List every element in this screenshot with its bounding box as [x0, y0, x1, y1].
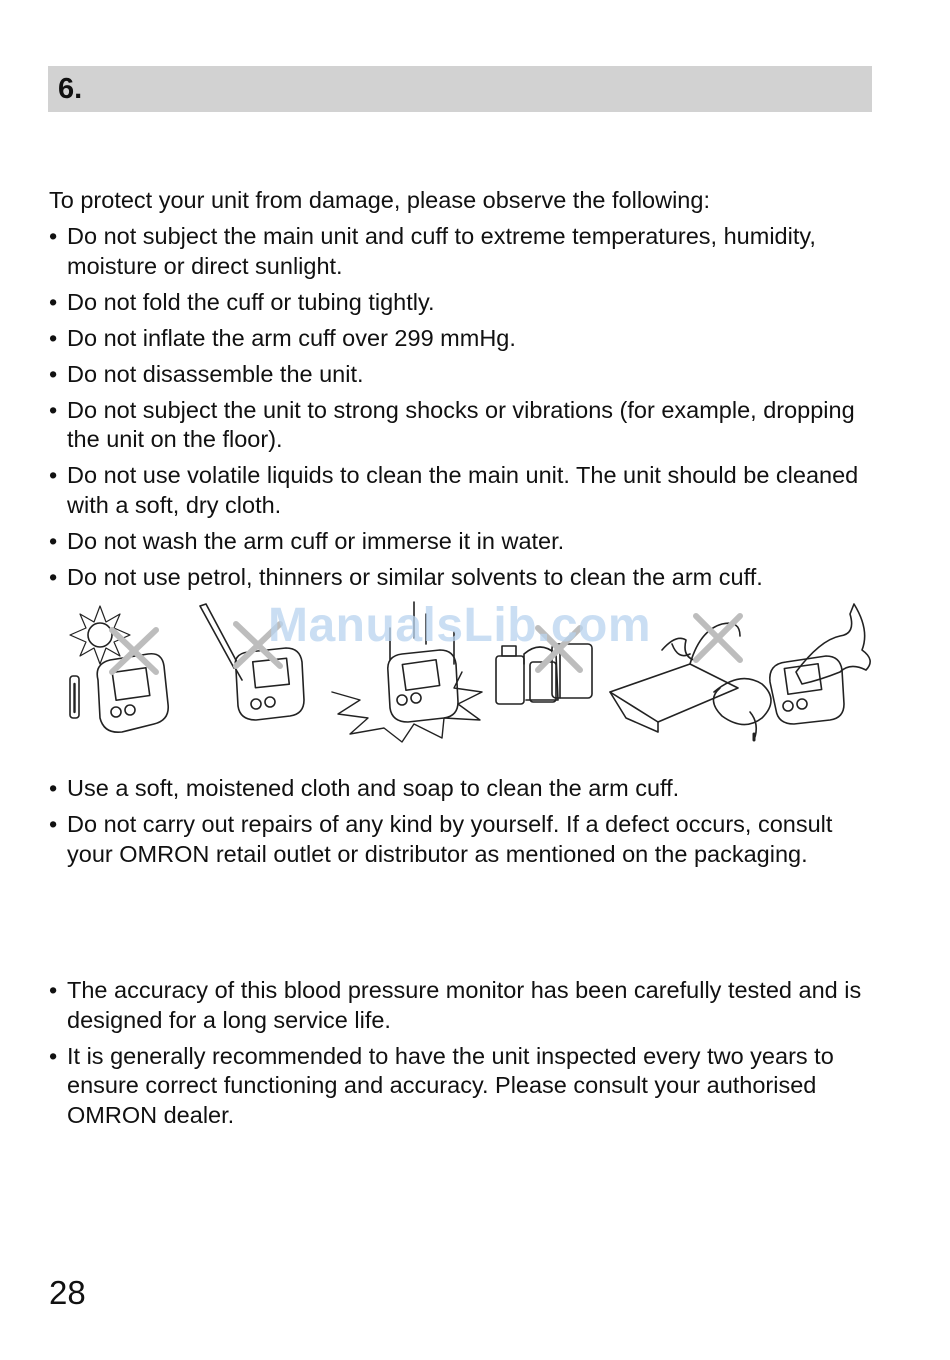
bullet-item: • Do not subject the unit to strong shocks or vibrations (for example, dropping the unit on the floor).	[49, 396, 879, 455]
bullet-item: • Do not inflate the arm cuff over 299 mmHg.	[49, 324, 879, 354]
bullet-item: • Do not use volatile liquids to clean the main unit. The unit should be cleaned with a soft, dry cloth.	[49, 461, 879, 520]
care-intro: To protect your unit from damage, please observe the following:	[49, 187, 710, 213]
care-bullet-list	[49, 222, 879, 599]
section-number: 6.	[58, 73, 83, 105]
bullet-item: • Do not fold the cuff or tubing tightly.	[49, 288, 879, 318]
page-number: 28	[49, 1274, 86, 1311]
calibration-bullet-list	[49, 976, 879, 1137]
bullet-item: • The accuracy of this blood pressure monitor has been carefully tested and is designed for a long service life.	[49, 976, 879, 1035]
bullet-item: • Do not use petrol, thinners or similar solvents to clean the arm cuff.	[49, 563, 879, 593]
section-header-bar	[48, 66, 872, 112]
bullet-item: • Do not subject the main unit and cuff to extreme temperatures, humidity, moisture or direct sunlight.	[49, 222, 879, 281]
care-bullet-list-after	[49, 774, 879, 876]
watermark-text: ManualsLib.com	[268, 599, 652, 652]
bullet-item: • Do not wash the arm cuff or immerse it in water.	[49, 527, 879, 557]
bullet-item: • Do not carry out repairs of any kind by yourself. If a defect occurs, consult your OMRON retail outlet or distributor as mentioned on the packaging.	[49, 810, 879, 869]
cloth-cleaning-icon	[770, 604, 870, 724]
bullet-item: • Use a soft, moistened cloth and soap to clean the arm cuff.	[49, 774, 879, 804]
bullet-item: • Do not disassemble the unit.	[49, 360, 879, 390]
sun-thermometer-icon	[70, 606, 168, 732]
bullet-item: • It is generally recommended to have the unit inspected every two years to ensure correct functioning and accuracy. Please consult your authorised OMRON dealer.	[49, 1042, 879, 1131]
